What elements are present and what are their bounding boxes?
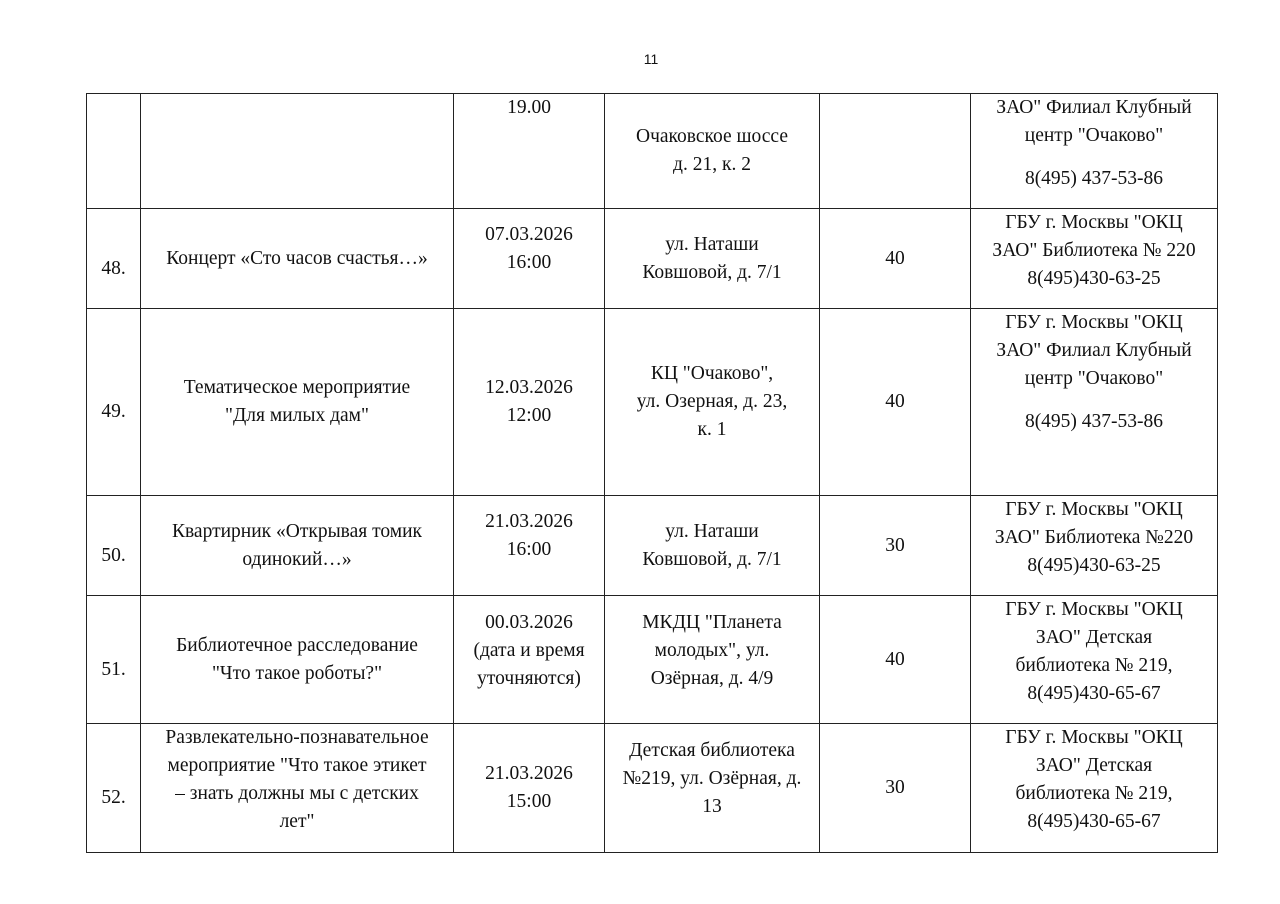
cell-line: 21.03.2026 (485, 511, 573, 532)
event-place (605, 209, 820, 309)
cell-line: ЗАО" Детская (1035, 627, 1153, 648)
cell-line: центр "Очаково" (1024, 368, 1164, 389)
cell-line: ЗАО" Библиотека № 220 (992, 240, 1196, 261)
cell-line: Квартирник «Открывая томик (171, 520, 423, 542)
cell-line: 12.03.2026 (485, 377, 573, 398)
cell-line: библиотека № 219, (1015, 783, 1173, 804)
organizer (971, 209, 1218, 309)
cell-line: ГБУ г. Москвы "ОКЦ (1005, 212, 1183, 233)
cell-line: "Для милых дам" (225, 405, 369, 426)
event-date (454, 724, 605, 853)
page-number: 11 (643, 51, 659, 67)
organizer (971, 309, 1218, 496)
organizer (971, 496, 1218, 596)
event-date (454, 94, 605, 209)
cell-line: ГБУ г. Москвы "ОКЦ (1005, 727, 1183, 748)
cell-line: 8(495)430-65-67 (1027, 811, 1161, 832)
participant-count: 30 (820, 724, 971, 853)
cell-line: Детская библиотека (629, 740, 795, 761)
cell-line: Тематическое мероприятие (183, 377, 411, 398)
event-place (605, 596, 820, 724)
event-name (141, 724, 454, 853)
cell-line: ЗАО" Детская (1035, 755, 1153, 776)
event-date (454, 596, 605, 724)
cell-line: Концерт «Сто часов счастья…» (166, 247, 428, 269)
events-table (86, 93, 1218, 853)
row-number: 48. (87, 209, 141, 309)
cell-line: 21.03.2026 (485, 763, 573, 784)
events-table-body (87, 94, 1218, 853)
cell-line: 12:00 (506, 405, 552, 426)
cell-line: 8(495)430-63-25 (1027, 555, 1161, 576)
cell-line: 13 (702, 796, 722, 817)
organizer-phone: 8(495) 437-53-86 (1024, 411, 1164, 432)
cell-line: мероприятие "Что такое этикет (167, 755, 427, 776)
cell-line: №219, ул. Озёрная, д. (622, 768, 802, 789)
cell-line: ЗАО" Филиал Клубный (996, 97, 1192, 118)
organizer (971, 724, 1218, 853)
participant-count: 30 (820, 496, 971, 596)
cell-line: МКДЦ "Планета (642, 612, 782, 633)
organizer-phone: 8(495) 437-53-86 (1024, 168, 1164, 189)
cell-line: Развлекательно-познавательное (165, 727, 429, 748)
cell-line: лет" (279, 811, 315, 832)
event-place (605, 496, 820, 596)
cell-line: к. 1 (697, 419, 727, 440)
row-number: 50. (87, 496, 141, 596)
cell-line: ул. Наташи (665, 233, 759, 255)
participant-count (820, 94, 971, 209)
cell-line: КЦ "Очаково", (650, 363, 774, 384)
cell-line: 16:00 (506, 539, 552, 560)
cell-line: уточняются) (477, 668, 581, 689)
event-name (141, 496, 454, 596)
cell-line: ул. Наташи (665, 520, 759, 542)
table-row (87, 724, 1218, 853)
event-date (454, 309, 605, 496)
cell-line: 8(495)430-65-67 (1027, 683, 1161, 704)
cell-line: 15:00 (506, 791, 552, 812)
participant-count: 40 (820, 209, 971, 309)
cell-line: Очаковское шоссе (636, 126, 788, 147)
organizer (971, 94, 1218, 209)
cell-line: – знать должны мы с детских (175, 783, 419, 804)
table-row (87, 209, 1218, 309)
organizer (971, 596, 1218, 724)
table-row (87, 596, 1218, 724)
cell-line: Ковшовой, д. 7/1 (642, 548, 782, 570)
event-date (454, 496, 605, 596)
cell-line: (дата и время (473, 640, 585, 661)
cell-line: 16:00 (506, 252, 552, 273)
row-number: 49. (87, 309, 141, 496)
row-number: 52. (87, 724, 141, 853)
cell-line: библиотека № 219, (1015, 655, 1173, 676)
event-place (605, 94, 820, 209)
event-name (141, 209, 454, 309)
cell-line: центр "Очаково" (1024, 125, 1164, 146)
cell-line: ГБУ г. Москвы "ОКЦ (1005, 499, 1183, 520)
cell-line: 07.03.2026 (485, 224, 573, 245)
table-row (87, 496, 1218, 596)
participant-count: 40 (820, 596, 971, 724)
event-place (605, 309, 820, 496)
cell-line: ГБУ г. Москвы "ОКЦ (1005, 312, 1183, 333)
participant-count: 40 (820, 309, 971, 496)
cell-line: "Что такое роботы?" (211, 662, 383, 684)
event-date (454, 209, 605, 309)
cell-line: молодых", ул. (654, 640, 770, 661)
cell-line: Озёрная, д. 4/9 (650, 668, 774, 689)
cell-line: ЗАО" Филиал Клубный (996, 340, 1192, 361)
row-number: 51. (87, 596, 141, 724)
cell-line: 19.00 (507, 97, 551, 118)
row-number (87, 94, 141, 209)
cell-line: Ковшовой, д. 7/1 (642, 261, 782, 283)
cell-line: д. 21, к. 2 (673, 154, 751, 175)
event-name (141, 596, 454, 724)
event-name (141, 309, 454, 496)
cell-line: Библиотечное расследование (176, 634, 418, 656)
cell-line: 00.03.2026 (485, 612, 573, 633)
table-row (87, 309, 1218, 496)
event-place (605, 724, 820, 853)
cell-line: одинокий…» (242, 548, 352, 570)
cell-line: 8(495)430-63-25 (1027, 268, 1161, 289)
event-name (141, 94, 454, 209)
cell-line: ул. Озерная, д. 23, (636, 391, 788, 412)
cell-line: ЗАО" Библиотека №220 (994, 527, 1194, 548)
cell-line: ГБУ г. Москвы "ОКЦ (1005, 599, 1183, 620)
table-row (87, 94, 1218, 209)
